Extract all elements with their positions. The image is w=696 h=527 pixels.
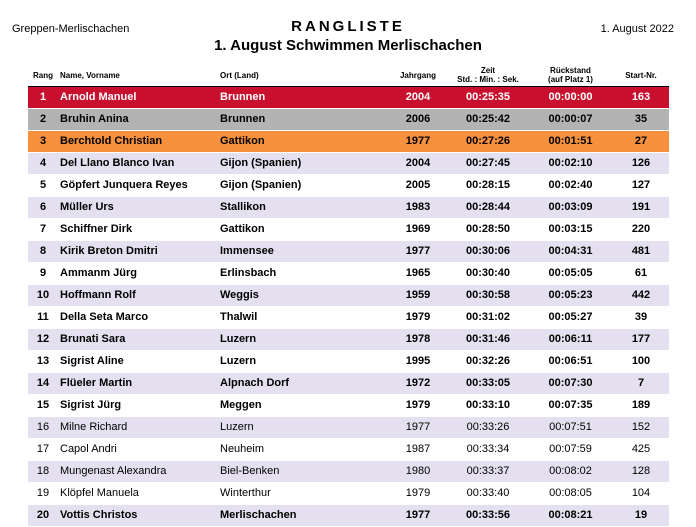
table-row xyxy=(28,263,669,285)
table-row xyxy=(28,241,669,263)
cell-name: Hoffmann Rolf xyxy=(58,285,218,307)
cell-name: Klöpfel Manuela xyxy=(58,483,218,505)
cell-startnr: 220 xyxy=(613,219,669,241)
col-header-jahrgang: Jahrgang xyxy=(388,64,448,87)
cell-ort: Luzern xyxy=(218,417,388,439)
cell-name: Müller Urs xyxy=(58,197,218,219)
col-header-name: Name, Vorname xyxy=(58,64,218,87)
cell-rang: 5 xyxy=(28,175,58,197)
cell-rang: 18 xyxy=(28,461,58,483)
col-header-startnr: Start-Nr. xyxy=(613,64,669,87)
table-row xyxy=(28,439,669,461)
table-row xyxy=(28,285,669,307)
cell-name: Arnold Manuel xyxy=(58,87,218,109)
cell-rang: 20 xyxy=(28,505,58,527)
cell-startnr: 7 xyxy=(613,373,669,395)
table-row xyxy=(28,461,669,483)
cell-jahrgang: 1978 xyxy=(388,329,448,351)
cell-rueckstand: 00:03:15 xyxy=(528,219,613,241)
cell-rang: 13 xyxy=(28,351,58,373)
results-table xyxy=(28,64,669,527)
cell-jahrgang: 1977 xyxy=(388,241,448,263)
cell-rueckstand: 00:08:02 xyxy=(528,461,613,483)
cell-name: Del Llano Blanco Ivan xyxy=(58,153,218,175)
cell-startnr: 189 xyxy=(613,395,669,417)
cell-jahrgang: 1977 xyxy=(388,417,448,439)
table-row xyxy=(28,373,669,395)
table-row xyxy=(28,219,669,241)
cell-rueckstand: 00:00:00 xyxy=(528,87,613,109)
cell-zeit: 00:33:10 xyxy=(448,395,528,417)
table-row xyxy=(28,417,669,439)
cell-zeit: 00:27:45 xyxy=(448,153,528,175)
cell-startnr: 177 xyxy=(613,329,669,351)
cell-ort: Weggis xyxy=(218,285,388,307)
cell-zeit: 00:28:50 xyxy=(448,219,528,241)
table-row xyxy=(28,395,669,417)
cell-ort: Gattikon xyxy=(218,219,388,241)
cell-startnr: 481 xyxy=(613,241,669,263)
cell-jahrgang: 1983 xyxy=(388,197,448,219)
page-subtitle: 1. August Schwimmen Merlischachen xyxy=(214,37,482,54)
cell-zeit: 00:31:02 xyxy=(448,307,528,329)
cell-jahrgang: 1979 xyxy=(388,483,448,505)
cell-jahrgang: 1979 xyxy=(388,307,448,329)
cell-startnr: 152 xyxy=(613,417,669,439)
cell-rang: 17 xyxy=(28,439,58,461)
col-header-zeit-line1: Zeit xyxy=(480,66,496,75)
col-header-rueckstand xyxy=(528,64,613,87)
table-row xyxy=(28,131,669,153)
cell-zeit: 00:31:46 xyxy=(448,329,528,351)
cell-startnr: 35 xyxy=(613,109,669,131)
cell-zeit: 00:25:42 xyxy=(448,109,528,131)
cell-startnr: 104 xyxy=(613,483,669,505)
col-header-zeit-line2: Std. : Min. : Sek. xyxy=(457,75,519,84)
cell-rang: 11 xyxy=(28,307,58,329)
cell-name: Sigrist Jürg xyxy=(58,395,218,417)
cell-rang: 10 xyxy=(28,285,58,307)
cell-startnr: 100 xyxy=(613,351,669,373)
cell-rang: 14 xyxy=(28,373,58,395)
cell-ort: Gijon (Spanien) xyxy=(218,153,388,175)
cell-rang: 4 xyxy=(28,153,58,175)
cell-startnr: 442 xyxy=(613,285,669,307)
cell-rang: 12 xyxy=(28,329,58,351)
cell-startnr: 126 xyxy=(613,153,669,175)
cell-name: Kirik Breton Dmitri xyxy=(58,241,218,263)
cell-name: Sigrist Aline xyxy=(58,351,218,373)
cell-rueckstand: 00:05:23 xyxy=(528,285,613,307)
cell-jahrgang: 2004 xyxy=(388,87,448,109)
cell-zeit: 00:33:05 xyxy=(448,373,528,395)
cell-rueckstand: 00:07:59 xyxy=(528,439,613,461)
cell-startnr: 39 xyxy=(613,307,669,329)
cell-rueckstand: 00:07:35 xyxy=(528,395,613,417)
cell-rang: 8 xyxy=(28,241,58,263)
cell-name: Berchtold Christian xyxy=(58,131,218,153)
cell-jahrgang: 1969 xyxy=(388,219,448,241)
cell-name: Bruhin Anina xyxy=(58,109,218,131)
cell-ort: Brunnen xyxy=(218,87,388,109)
cell-name: Mungenast Alexandra xyxy=(58,461,218,483)
date-label: 1. August 2022 xyxy=(600,23,674,35)
cell-rueckstand: 00:04:31 xyxy=(528,241,613,263)
cell-ort: Erlinsbach xyxy=(218,263,388,285)
table-row xyxy=(28,483,669,505)
table-row xyxy=(28,109,669,131)
cell-jahrgang: 1965 xyxy=(388,263,448,285)
cell-startnr: 61 xyxy=(613,263,669,285)
cell-rang: 15 xyxy=(28,395,58,417)
location-label: Greppen-Merlischachen xyxy=(12,23,130,35)
cell-jahrgang: 1977 xyxy=(388,505,448,527)
cell-rueckstand: 00:05:05 xyxy=(528,263,613,285)
cell-ort: Gijon (Spanien) xyxy=(218,175,388,197)
cell-rang: 9 xyxy=(28,263,58,285)
cell-rueckstand: 00:02:40 xyxy=(528,175,613,197)
cell-rang: 3 xyxy=(28,131,58,153)
cell-startnr: 425 xyxy=(613,439,669,461)
cell-startnr: 127 xyxy=(613,175,669,197)
cell-jahrgang: 2004 xyxy=(388,153,448,175)
cell-ort: Luzern xyxy=(218,351,388,373)
cell-rueckstand: 00:07:30 xyxy=(528,373,613,395)
cell-name: Schiffner Dirk xyxy=(58,219,218,241)
cell-ort: Alpnach Dorf xyxy=(218,373,388,395)
cell-zeit: 00:30:58 xyxy=(448,285,528,307)
cell-name: Göpfert Junquera Reyes xyxy=(58,175,218,197)
cell-rang: 1 xyxy=(28,87,58,109)
cell-ort: Luzern xyxy=(218,329,388,351)
cell-jahrgang: 1995 xyxy=(388,351,448,373)
cell-rang: 19 xyxy=(28,483,58,505)
cell-zeit: 00:32:26 xyxy=(448,351,528,373)
table-row xyxy=(28,87,669,109)
cell-zeit: 00:27:26 xyxy=(448,131,528,153)
cell-zeit: 00:33:40 xyxy=(448,483,528,505)
cell-zeit: 00:30:06 xyxy=(448,241,528,263)
cell-startnr: 19 xyxy=(613,505,669,527)
table-row xyxy=(28,505,669,527)
table-row xyxy=(28,175,669,197)
cell-rueckstand: 00:08:05 xyxy=(528,483,613,505)
cell-zeit: 00:33:34 xyxy=(448,439,528,461)
cell-rueckstand: 00:07:51 xyxy=(528,417,613,439)
table-row xyxy=(28,197,669,219)
cell-zeit: 00:28:15 xyxy=(448,175,528,197)
cell-jahrgang: 2005 xyxy=(388,175,448,197)
cell-startnr: 128 xyxy=(613,461,669,483)
col-header-rueck-line2: (auf Platz 1) xyxy=(548,75,593,84)
cell-jahrgang: 1972 xyxy=(388,373,448,395)
cell-ort: Biel-Benken xyxy=(218,461,388,483)
cell-jahrgang: 1959 xyxy=(388,285,448,307)
cell-jahrgang: 1979 xyxy=(388,395,448,417)
cell-rang: 2 xyxy=(28,109,58,131)
col-header-zeit xyxy=(448,64,528,87)
cell-name: Della Seta Marco xyxy=(58,307,218,329)
cell-name: Capol Andri xyxy=(58,439,218,461)
cell-name: Milne Richard xyxy=(58,417,218,439)
cell-zeit: 00:33:26 xyxy=(448,417,528,439)
cell-rueckstand: 00:06:51 xyxy=(528,351,613,373)
table-row xyxy=(28,153,669,175)
cell-name: Ammanm Jürg xyxy=(58,263,218,285)
col-header-ort: Ort (Land) xyxy=(218,64,388,87)
cell-rang: 16 xyxy=(28,417,58,439)
cell-rueckstand: 00:03:09 xyxy=(528,197,613,219)
cell-jahrgang: 1977 xyxy=(388,131,448,153)
cell-jahrgang: 1987 xyxy=(388,439,448,461)
cell-ort: Winterthur xyxy=(218,483,388,505)
cell-ort: Neuheim xyxy=(218,439,388,461)
table-row xyxy=(28,351,669,373)
cell-jahrgang: 2006 xyxy=(388,109,448,131)
col-header-rueck-line1: Rückstand xyxy=(550,66,591,75)
cell-ort: Meggen xyxy=(218,395,388,417)
cell-ort: Thalwil xyxy=(218,307,388,329)
cell-ort: Gattikon xyxy=(218,131,388,153)
page-title: RANGLISTE xyxy=(291,18,405,35)
cell-zeit: 00:33:56 xyxy=(448,505,528,527)
cell-name: Vottis Christos xyxy=(58,505,218,527)
cell-rueckstand: 00:05:27 xyxy=(528,307,613,329)
cell-rueckstand: 00:02:10 xyxy=(528,153,613,175)
cell-rueckstand: 00:08:21 xyxy=(528,505,613,527)
cell-rueckstand: 00:01:51 xyxy=(528,131,613,153)
cell-ort: Merlischachen xyxy=(218,505,388,527)
cell-zeit: 00:33:37 xyxy=(448,461,528,483)
cell-ort: Immensee xyxy=(218,241,388,263)
cell-zeit: 00:28:44 xyxy=(448,197,528,219)
table-row xyxy=(28,307,669,329)
cell-rueckstand: 00:06:11 xyxy=(528,329,613,351)
col-header-rang: Rang xyxy=(28,64,58,87)
cell-ort: Brunnen xyxy=(218,109,388,131)
cell-startnr: 191 xyxy=(613,197,669,219)
cell-zeit: 00:25:35 xyxy=(448,87,528,109)
cell-name: Flüeler Martin xyxy=(58,373,218,395)
table-row xyxy=(28,329,669,351)
cell-jahrgang: 1980 xyxy=(388,461,448,483)
cell-startnr: 27 xyxy=(613,131,669,153)
cell-rueckstand: 00:00:07 xyxy=(528,109,613,131)
table-header-row xyxy=(28,64,669,87)
cell-rang: 7 xyxy=(28,219,58,241)
cell-rang: 6 xyxy=(28,197,58,219)
cell-ort: Stallikon xyxy=(218,197,388,219)
cell-zeit: 00:30:40 xyxy=(448,263,528,285)
cell-name: Brunati Sara xyxy=(58,329,218,351)
cell-startnr: 163 xyxy=(613,87,669,109)
